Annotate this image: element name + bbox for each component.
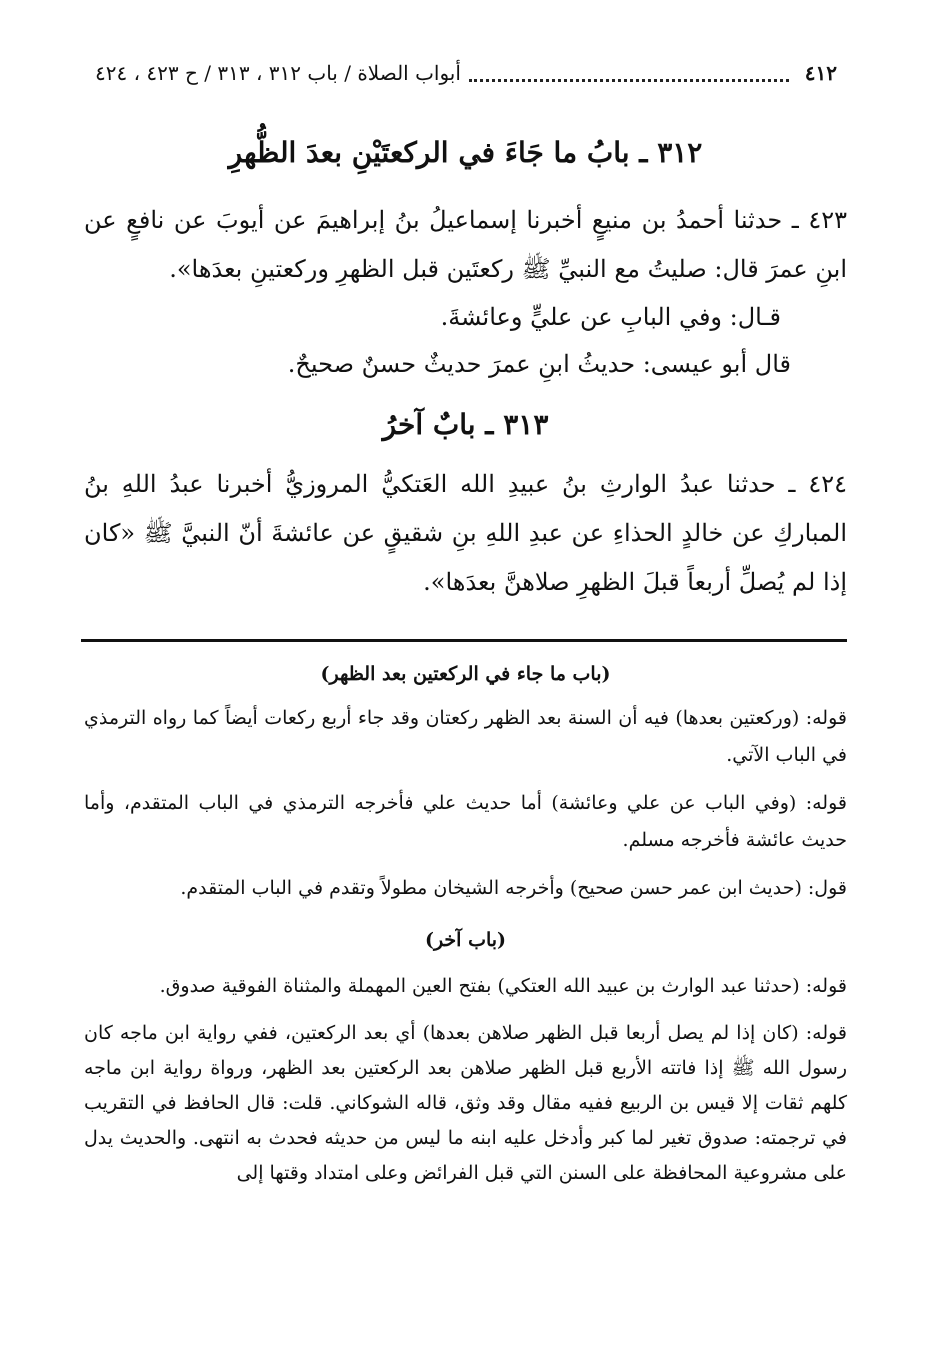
main-text [84,130,847,607]
commentary-section [84,652,847,1191]
commentary-title-313: (باب آخر) [424,929,507,951]
running-title: أبواب الصلاة / باب ٣١٢ ، ٣١٣ / ح ٤٢٣ ، ٤٢٤ [95,61,461,85]
running-header [95,56,837,90]
commentary-paragraph: قوله: (كان إذا لم يصل أربعا قبل الظهر صلاهن بعدها) أي بعد الركعتين، ففي رواية ابن ماجه كان رسول الله ﷺ إذا فاتته الأربع قبل الظهر صلاهن بعد الركعتين بعد الظهر، ورواة رواية ابن ماجه كلهم ثقات إلا قيس بن الربيع ففيه مقال وقد وثق، قاله الشوكاني. قلت: قال الحافظ في التقريب في ترجمته: صدوق تغير لما كبر وأدخل عليه ابنه ما ليس من حديثه فحدث به انتهى. والحديث يدل على مشروعية المحافظة على السنن التي قبل الفرائض وعلى امتداد وقتها إلى [84,1022,847,1184]
commentary-paragraph: قوله: (وفي الباب عن علي وعائشة) أما حديث علي فأخرجه الترمذي في الباب المتقدم، وأما حديث عائشة فأخرجه مسلم. [84,792,847,851]
fi-al-bab-line: قـال: وفي البابِ عن عليٍّ وعائشةَ. [440,303,781,331]
footnote-divider [81,639,847,642]
commentary-paragraph: قول: (حديث ابن عمر حسن صحيح) وأخرجه الشيخان مطولاً وتقدم في الباب المتقدم. [180,877,847,899]
hadith-424: ٤٢٤ ـ حدثنا عبدُ الوارثِ بنُ عبيدِ الله العَتكيُّ المروزيُّ أخبرنا عبدُ اللهِ بنُ المباركِ عن خالدٍ الحذاءِ عن عبدِ اللهِ بنِ شقيقٍ عن عائشةَ أنّ النبيَّ ﷺ «كان إذا لم يُصلِّ أربعاً قبلَ الظهرِ صلاهنَّ بعدَها». [84,470,847,596]
page-number: ٤١٢ [804,61,837,85]
leader-dots [469,65,789,82]
commentary-title-312: (باب ما جاء في الركعتين بعد الظهر) [320,663,611,685]
commentary-paragraph: قوله: (وركعتين بعدها) فيه أن السنة بعد الظهر ركعتان وقد جاء أربع ركعات أيضاً كما رواه الترمذي في الباب الآتي. [84,707,847,766]
commentary-paragraph: قوله: (حدثنا عبد الوارث بن عبيد الله العتكي) بفتح العين المهملة والمثناة الفوقية صدوق. [159,975,847,997]
chapter-313-title: ٣١٣ ـ بابٌ آخرُ [382,408,549,441]
abu-isa-line: قال أبو عيسى: حديثُ ابنِ عمرَ حديثٌ حسنٌ صحيحٌ. [287,350,791,378]
hadith-423: ٤٢٣ ـ حدثنا أحمدُ بن منيعٍ أخبرنا إسماعيلُ بنُ إبراهيمَ عن أيوبَ عن نافعٍ عن ابنِ عمرَ قال: صليتُ مع النبيِّ ﷺ ركعتَين قبل الظهرِ وركعتينِ بعدَها». [84,206,847,283]
chapter-312-title: ٣١٢ ـ بابُ ما جَاءَ في الركعتَيْنِ بعدَ الظُّهرِ [228,136,703,169]
